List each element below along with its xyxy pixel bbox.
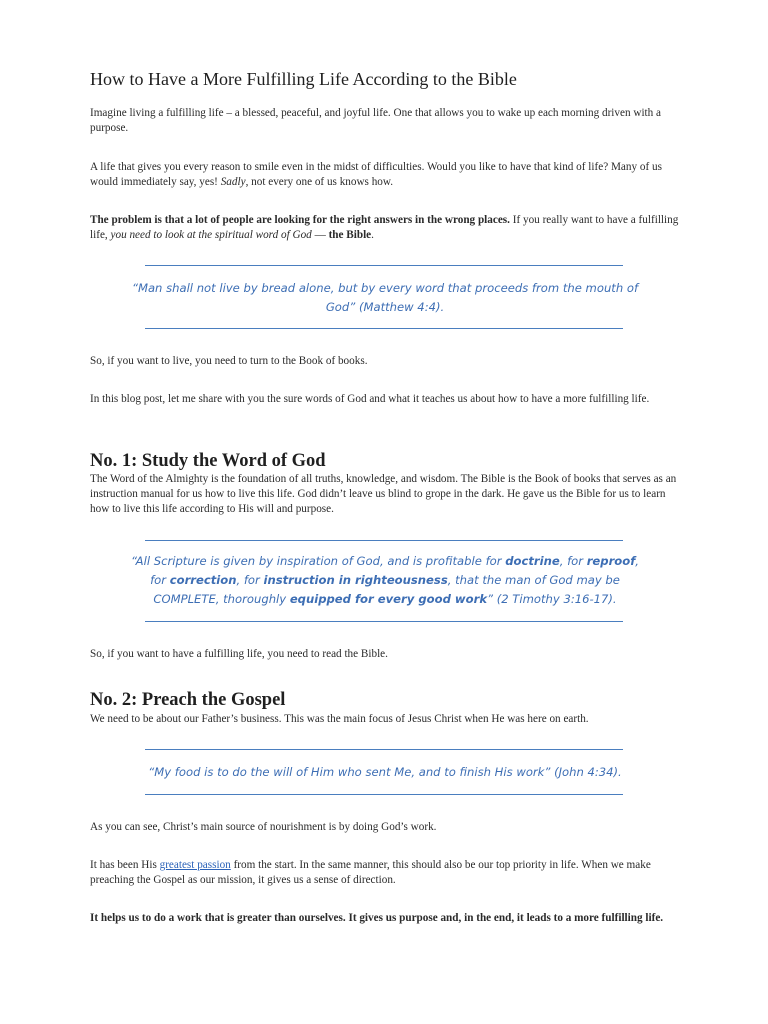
quote-3-top-rule [145,749,623,750]
quote-2-part: ” (2 Timothy 3:16-17). [487,592,617,606]
intro-paragraph-1: Imagine living a fulfilling life – a blessed, peaceful, and joyful life. One that allows you to wake up each morning driven with a purpose. [90,107,662,134]
section-2-heading: No. 2: Preach the Gospel [90,690,286,710]
intro-paragraph-3-dash: — [311,229,329,241]
intro-paragraph-3-text: If you really want to have a fulfilling life, [90,214,679,241]
intro-paragraph-3-period: . [371,229,374,241]
page-title: How to Have a More Fulfilling Life According to the Bible [90,69,517,89]
quote-1-top-rule [145,265,623,266]
intro-paragraph-2-emphasis: Sadly [220,176,246,188]
quote-2-part: “All Scripture is given by inspiration of God, and is profitable for [131,554,506,568]
intro-paragraph-3 [90,213,680,243]
intro-paragraph-3-bible: the Bible [328,229,372,241]
quote-2-bottom-rule [145,621,623,622]
quote-2-bold: equipped for every good work [289,592,488,606]
section-2-after-2 [90,858,680,888]
section-2-body: We need to be about our Father’s business. This was the main focus of Jesus Christ when He was here on earth. [90,713,589,725]
intro-paragraph-2-tail: , not every one of us knows how. [245,176,394,188]
quote-1-bottom-rule [145,328,623,329]
quote-2-bold: correction [169,573,237,587]
section-1-heading: No. 1: Study the Word of God [90,451,326,471]
section-2-after-2-text: It has been His [90,859,160,871]
quote-2-top-rule [145,540,623,541]
quote-2-part: , for [150,554,639,587]
section-1-body: The Word of the Almighty is the foundation of all truths, knowledge, and wisdom. The Bible is the Book of books that serves as an instruction manual for us how to live this life. God didn’t leave us blind to grope in the dark. He gave us the Bible for us to learn how to live this life according to His will and purpose. [90,473,677,515]
intro-paragraph-3-italic: you need to look at the spiritual word of God [110,229,312,241]
quote-2-part: , that the man of God may be COMPLETE, thoroughly [153,573,620,606]
intro-paragraph-2-text: A life that gives you every reason to smile even in the midst of difficulties. Would you like to have that kind of life? Many of us would immediately say, yes! [90,161,662,188]
greatest-passion-link[interactable]: greatest passion [159,859,231,871]
closing-paragraph: It helps us to do a work that is greater than ourselves. It gives us purpose and, in the end, it leads to a more fulfilling life. [90,912,664,924]
paragraph-book-of-books: So, if you want to live, you need to turn to the Book of books. [90,355,368,367]
intro-paragraph-2 [90,160,680,190]
intro-paragraph-3-bold: The problem is that a lot of people are looking for the right answers in the wrong places. [90,214,510,226]
quote-3: “My food is to do the will of Him who sent Me, and to finish His work” (John 4:34). [148,765,622,779]
quote-2-bold: doctrine [505,554,560,568]
quote-2-part: , for [236,573,264,587]
quote-2-bold: reproof [586,554,636,568]
section-2-after-2-tail: from the start. In the same manner, this should also be our top priority in life. When we make preaching the Gospel as our mission, it gives us a sense of direction. [90,859,651,886]
paragraph-blog-intro: In this blog post, let me share with you the sure words of God and what it teaches us about how to have a more fulfilling life. [90,393,650,405]
section-2-after-1: As you can see, Christ’s main source of nourishment is by doing God’s work. [90,821,437,833]
quote-2-bold: instruction in righteousness [263,573,448,587]
quote-2-part: , for [559,554,587,568]
section-1-after: So, if you want to have a fulfilling life, you need to read the Bible. [90,648,388,660]
quote-1: “Man shall not live by bread alone, but by every word that proceeds from the mouth of God” (Matthew 4:4). [131,281,639,314]
quote-2 [130,552,640,609]
quote-3-bottom-rule [145,794,623,795]
